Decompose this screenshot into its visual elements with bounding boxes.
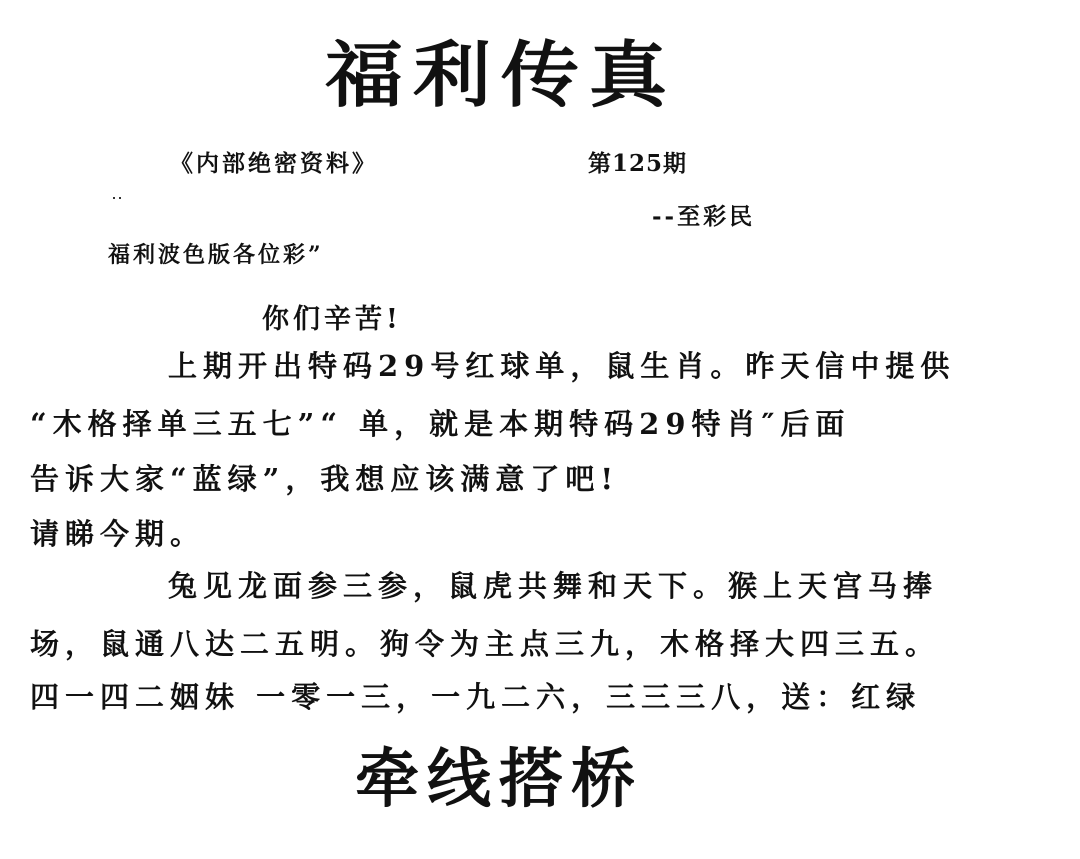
letter-line-5: 兔见龙面参三参，鼠虎共舞和天下。猴上天宫马捧 (168, 569, 939, 603)
letter-line-1: 上期开出特码29号红球单，鼠生肖。昨天信中提供 (168, 349, 956, 383)
footer-slogan: 牵线搭桥 (355, 742, 643, 817)
letter-line-4: 请睇今期。 (30, 517, 206, 551)
letter-line-2: “木格择单三五七”“ 单，就是本期特码29特肖″后面 (30, 407, 851, 441)
letter-line-3: 告诉大家“蓝绿”，我想应该满意了吧! (30, 462, 620, 496)
letter-line-6: 场，鼠通八达二五明。狗令为主点三九，木格择大四三五。 (30, 627, 941, 661)
scan-speck (113, 197, 115, 199)
document-title: 福利传真 (325, 33, 678, 118)
confidential-tagline: 《内部绝密资料》 (170, 150, 378, 177)
letter-greeting: 福利波色版各位彩” (108, 242, 324, 268)
scan-speck (119, 197, 121, 199)
letter-line-7: 四一四二姻妹 一零一三，一九二六，三三三八，送：红绿 (30, 680, 922, 714)
recipient-note: --至彩民 (652, 203, 756, 230)
letter-thanks: 你们辛苦! (262, 304, 402, 335)
issue-number: 第125期 (588, 150, 688, 177)
